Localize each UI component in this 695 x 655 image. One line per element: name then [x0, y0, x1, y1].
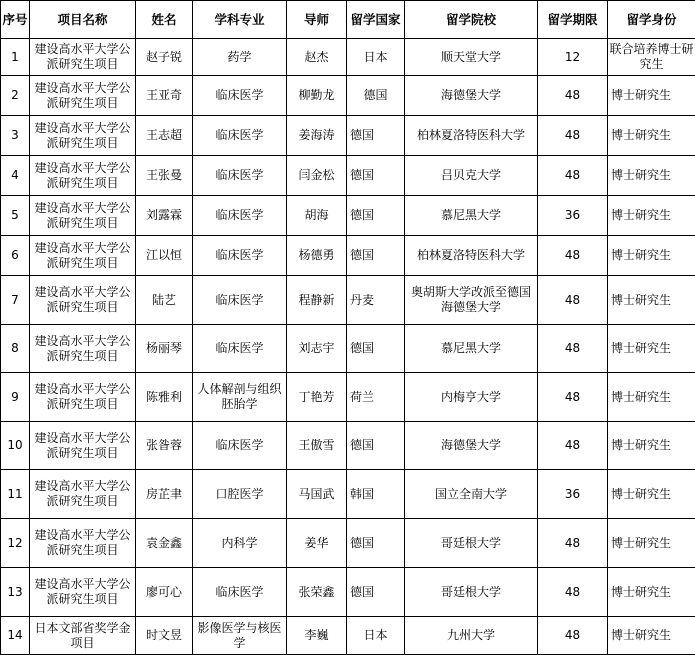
cell-project: 建设高水平大学公派研究生项目	[30, 156, 136, 196]
cell-advisor: 杨德勇	[287, 236, 347, 276]
cell-major: 口腔医学	[193, 470, 287, 519]
cell-major: 临床医学	[193, 116, 287, 156]
cell-country: 日本	[347, 617, 405, 655]
cell-advisor: 姜华	[287, 519, 347, 568]
cell-school: 国立全南大学	[405, 470, 538, 519]
cell-country: 德国	[347, 519, 405, 568]
cell-country: 德国	[347, 196, 405, 236]
header-advisor: 导师	[287, 1, 347, 39]
cell-status: 博士研究生	[608, 236, 695, 276]
table-row	[1, 470, 695, 519]
cell-no: 6	[1, 236, 30, 276]
cell-no: 14	[1, 617, 30, 655]
header-project: 项目名称	[30, 1, 136, 39]
cell-no: 7	[1, 276, 30, 325]
cell-country: 德国	[347, 568, 405, 617]
header-major: 学科专业	[193, 1, 287, 39]
cell-school: 哥廷根大学	[405, 568, 538, 617]
cell-name: 江以恒	[136, 236, 193, 276]
cell-months: 36	[538, 470, 608, 519]
cell-name: 陆艺	[136, 276, 193, 325]
cell-major: 临床医学	[193, 568, 287, 617]
cell-project: 建设高水平大学公派研究生项目	[30, 196, 136, 236]
cell-project: 建设高水平大学公派研究生项目	[30, 470, 136, 519]
cell-school: 内梅亨大学	[405, 373, 538, 422]
cell-status: 博士研究生	[608, 325, 695, 373]
cell-name: 时文昱	[136, 617, 193, 655]
table-row	[1, 373, 695, 422]
cell-months: 48	[538, 422, 608, 470]
header-name: 姓名	[136, 1, 193, 39]
header-no: 序号	[1, 1, 30, 39]
cell-status: 博士研究生	[608, 196, 695, 236]
cell-months: 48	[538, 236, 608, 276]
cell-advisor: 刘志宇	[287, 325, 347, 373]
cell-advisor: 姜海涛	[287, 116, 347, 156]
cell-advisor: 赵杰	[287, 39, 347, 76]
cell-project: 建设高水平大学公派研究生项目	[30, 236, 136, 276]
cell-major: 临床医学	[193, 156, 287, 196]
table-row	[1, 196, 695, 236]
cell-name: 王张曼	[136, 156, 193, 196]
cell-months: 48	[538, 519, 608, 568]
cell-major: 影像医学与核医学	[193, 617, 287, 655]
cell-status: 联合培养博士研究生	[608, 39, 695, 76]
cell-status: 博士研究生	[608, 470, 695, 519]
cell-name: 房芷聿	[136, 470, 193, 519]
cell-status: 博士研究生	[608, 156, 695, 196]
table-row	[1, 617, 695, 655]
cell-country: 德国	[347, 325, 405, 373]
cell-name: 陈雅利	[136, 373, 193, 422]
cell-school: 吕贝克大学	[405, 156, 538, 196]
cell-months: 48	[538, 156, 608, 196]
cell-status: 博士研究生	[608, 373, 695, 422]
cell-no: 3	[1, 116, 30, 156]
cell-major: 人体解剖与组织胚胎学	[193, 373, 287, 422]
cell-major: 内科学	[193, 519, 287, 568]
cell-project: 建设高水平大学公派研究生项目	[30, 276, 136, 325]
cell-project: 建设高水平大学公派研究生项目	[30, 116, 136, 156]
table-row	[1, 568, 695, 617]
cell-major: 临床医学	[193, 76, 287, 116]
cell-status: 博士研究生	[608, 276, 695, 325]
cell-major: 临床医学	[193, 276, 287, 325]
cell-project: 建设高水平大学公派研究生项目	[30, 325, 136, 373]
cell-status: 博士研究生	[608, 519, 695, 568]
cell-months: 48	[538, 568, 608, 617]
cell-name: 杨丽琴	[136, 325, 193, 373]
cell-months: 48	[538, 116, 608, 156]
cell-name: 王亚奇	[136, 76, 193, 116]
cell-school: 九州大学	[405, 617, 538, 655]
cell-school: 奥胡斯大学改派至德国海德堡大学	[405, 276, 538, 325]
table-row	[1, 422, 695, 470]
cell-name: 王志超	[136, 116, 193, 156]
cell-country: 德国	[347, 422, 405, 470]
cell-country: 日本	[347, 39, 405, 76]
cell-project: 日本文部省奖学金项目	[30, 617, 136, 655]
header-school: 留学院校	[405, 1, 538, 39]
cell-months: 48	[538, 373, 608, 422]
cell-major: 临床医学	[193, 196, 287, 236]
cell-school: 海德堡大学	[405, 422, 538, 470]
cell-country: 德国	[347, 236, 405, 276]
cell-project: 建设高水平大学公派研究生项目	[30, 76, 136, 116]
cell-no: 10	[1, 422, 30, 470]
cell-no: 8	[1, 325, 30, 373]
table-row	[1, 276, 695, 325]
cell-project: 建设高水平大学公派研究生项目	[30, 568, 136, 617]
cell-advisor: 闫金松	[287, 156, 347, 196]
table-row	[1, 236, 695, 276]
cell-country: 德国	[347, 116, 405, 156]
cell-project: 建设高水平大学公派研究生项目	[30, 422, 136, 470]
table-row	[1, 39, 695, 76]
cell-name: 赵子锐	[136, 39, 193, 76]
cell-name: 刘露霖	[136, 196, 193, 236]
header-months: 留学期限	[538, 1, 608, 39]
cell-country: 德国	[347, 76, 405, 116]
cell-status: 博士研究生	[608, 422, 695, 470]
table-row	[1, 76, 695, 116]
cell-no: 1	[1, 39, 30, 76]
cell-country: 丹麦	[347, 276, 405, 325]
cell-advisor: 柳勤龙	[287, 76, 347, 116]
cell-months: 12	[538, 39, 608, 76]
cell-months: 48	[538, 76, 608, 116]
cell-project: 建设高水平大学公派研究生项目	[30, 519, 136, 568]
cell-no: 9	[1, 373, 30, 422]
table-row	[1, 519, 695, 568]
cell-school: 顺天堂大学	[405, 39, 538, 76]
cell-country: 韩国	[347, 470, 405, 519]
cell-status: 博士研究生	[608, 568, 695, 617]
cell-school: 柏林夏洛特医科大学	[405, 116, 538, 156]
cell-no: 11	[1, 470, 30, 519]
header-country: 留学国家	[347, 1, 405, 39]
cell-advisor: 丁艳芳	[287, 373, 347, 422]
cell-major: 临床医学	[193, 422, 287, 470]
cell-months: 48	[538, 325, 608, 373]
cell-advisor: 王傲雪	[287, 422, 347, 470]
cell-months: 48	[538, 617, 608, 655]
header-status: 留学身份	[608, 1, 695, 39]
cell-school: 慕尼黑大学	[405, 196, 538, 236]
cell-school: 慕尼黑大学	[405, 325, 538, 373]
cell-advisor: 胡海	[287, 196, 347, 236]
cell-no: 12	[1, 519, 30, 568]
cell-name: 廖可心	[136, 568, 193, 617]
cell-no: 2	[1, 76, 30, 116]
cell-status: 博士研究生	[608, 116, 695, 156]
cell-school: 柏林夏洛特医科大学	[405, 236, 538, 276]
cell-name: 张昝蓉	[136, 422, 193, 470]
cell-school: 哥廷根大学	[405, 519, 538, 568]
table-row	[1, 116, 695, 156]
cell-advisor: 张荣鑫	[287, 568, 347, 617]
header-row	[1, 1, 695, 39]
cell-major: 临床医学	[193, 325, 287, 373]
cell-major: 药学	[193, 39, 287, 76]
cell-status: 博士研究生	[608, 617, 695, 655]
cell-advisor: 马国武	[287, 470, 347, 519]
cell-advisor: 李巍	[287, 617, 347, 655]
cell-no: 5	[1, 196, 30, 236]
cell-no: 13	[1, 568, 30, 617]
cell-project: 建设高水平大学公派研究生项目	[30, 373, 136, 422]
cell-status: 博士研究生	[608, 76, 695, 116]
cell-country: 荷兰	[347, 373, 405, 422]
cell-advisor: 程静新	[287, 276, 347, 325]
table-row	[1, 156, 695, 196]
cell-name: 袁金鑫	[136, 519, 193, 568]
cell-major: 临床医学	[193, 236, 287, 276]
table-row	[1, 325, 695, 373]
cell-project: 建设高水平大学公派研究生项目	[30, 39, 136, 76]
cell-country: 德国	[347, 156, 405, 196]
cell-months: 36	[538, 196, 608, 236]
cell-school: 海德堡大学	[405, 76, 538, 116]
cell-no: 4	[1, 156, 30, 196]
cell-months: 48	[538, 276, 608, 325]
